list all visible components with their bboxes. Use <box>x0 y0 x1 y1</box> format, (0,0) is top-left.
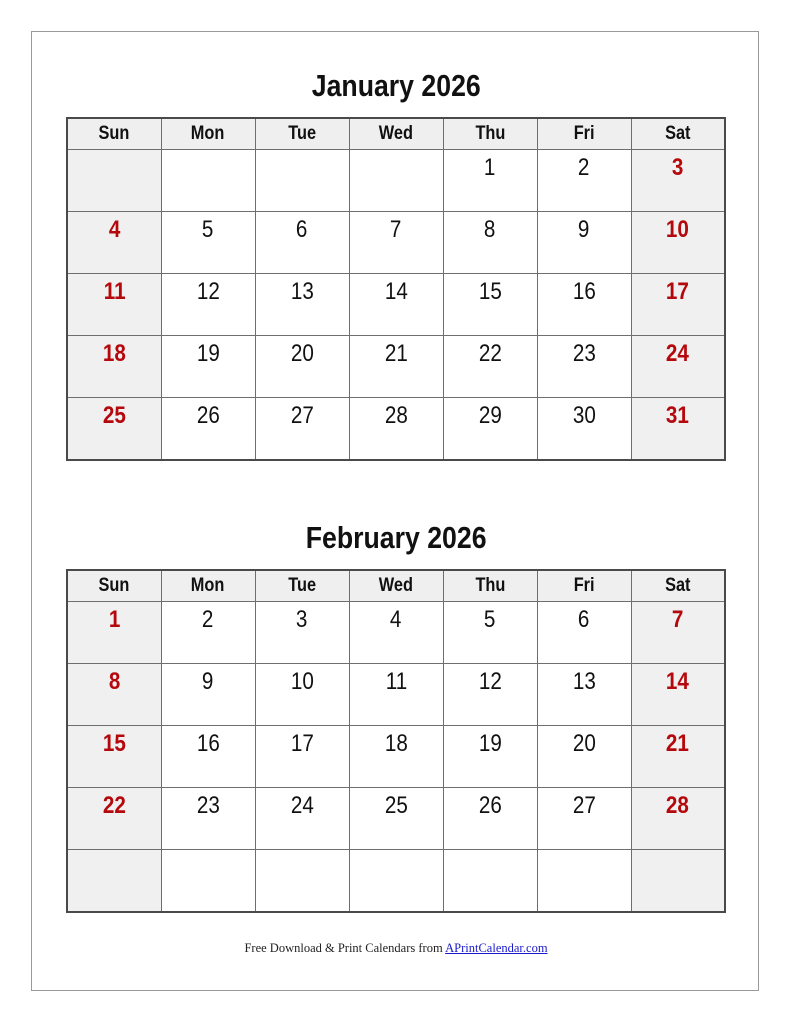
day-number: 12 <box>478 668 502 695</box>
day-number: 6 <box>296 216 308 243</box>
day-number: 12 <box>196 278 220 305</box>
day-number: 25 <box>384 792 408 819</box>
day-number: 22 <box>478 340 502 367</box>
empty-day-cell <box>255 150 349 212</box>
day-cell <box>537 274 631 336</box>
day-cell <box>255 664 349 726</box>
footer-link[interactable]: APrintCalendar.com <box>445 941 548 955</box>
footer-credit <box>66 941 726 956</box>
day-cell <box>631 336 725 398</box>
day-cell <box>349 726 443 788</box>
day-number: 30 <box>572 402 596 429</box>
footer-text: Free Download & Print Calendars from <box>244 941 446 955</box>
day-cell <box>349 664 443 726</box>
day-cell <box>631 150 725 212</box>
day-number: 8 <box>484 216 496 243</box>
day-number: 18 <box>102 340 126 367</box>
day-cell <box>67 788 161 850</box>
day-cell <box>67 602 161 664</box>
day-number: 16 <box>572 278 596 305</box>
day-number: 20 <box>290 340 314 367</box>
day-cell <box>349 212 443 274</box>
day-number: 29 <box>478 402 502 429</box>
header-sat: Sat <box>631 570 725 602</box>
calendar-january <box>66 117 726 461</box>
day-cell <box>443 664 537 726</box>
day-number: 24 <box>290 792 314 819</box>
header-sat: Sat <box>631 118 725 150</box>
month-title-text: February 2026 <box>305 520 487 555</box>
empty-day-cell <box>67 850 161 913</box>
day-cell <box>631 788 725 850</box>
empty-day-cell <box>631 850 725 913</box>
day-cell <box>631 274 725 336</box>
day-cell <box>161 664 255 726</box>
empty-day-cell <box>255 850 349 913</box>
day-cell <box>631 726 725 788</box>
day-cell <box>255 336 349 398</box>
day-cell <box>255 398 349 461</box>
day-cell <box>161 274 255 336</box>
header-wed: Wed <box>349 118 443 150</box>
day-number: 23 <box>572 340 596 367</box>
day-cell <box>161 726 255 788</box>
day-number: 3 <box>296 606 308 633</box>
day-number: 6 <box>578 606 590 633</box>
calendar-february <box>66 569 726 913</box>
month-title-january <box>66 68 726 104</box>
day-number: 27 <box>290 402 314 429</box>
month-title-text: January 2026 <box>311 68 481 103</box>
day-number: 1 <box>108 606 120 633</box>
header-thu: Thu <box>443 570 537 602</box>
day-number: 21 <box>666 730 690 757</box>
day-number: 10 <box>290 668 314 695</box>
day-number: 22 <box>102 792 126 819</box>
day-cell <box>255 212 349 274</box>
day-cell <box>67 398 161 461</box>
day-cell <box>67 336 161 398</box>
day-cell <box>631 212 725 274</box>
month-title-february <box>66 520 726 556</box>
day-number: 24 <box>666 340 690 367</box>
day-cell <box>537 212 631 274</box>
day-number: 11 <box>385 668 407 695</box>
day-cell <box>443 150 537 212</box>
day-cell <box>537 664 631 726</box>
day-cell <box>443 274 537 336</box>
day-number: 10 <box>666 216 690 243</box>
day-cell <box>67 274 161 336</box>
day-number: 16 <box>196 730 220 757</box>
empty-day-cell <box>161 150 255 212</box>
day-number: 13 <box>290 278 314 305</box>
week-row <box>67 150 725 212</box>
day-cell <box>349 788 443 850</box>
day-number: 3 <box>671 154 684 181</box>
day-number: 7 <box>671 606 684 633</box>
day-cell <box>443 788 537 850</box>
day-number: 17 <box>666 278 690 305</box>
day-cell <box>443 602 537 664</box>
day-number: 26 <box>196 402 220 429</box>
day-number: 17 <box>290 730 314 757</box>
day-number: 13 <box>572 668 596 695</box>
day-cell <box>255 726 349 788</box>
day-number: 4 <box>108 216 120 243</box>
day-cell <box>443 212 537 274</box>
day-cell <box>255 274 349 336</box>
day-number: 7 <box>390 216 402 243</box>
day-number: 11 <box>103 278 126 305</box>
day-cell <box>537 788 631 850</box>
day-cell <box>67 726 161 788</box>
day-cell <box>161 212 255 274</box>
day-number: 14 <box>384 278 408 305</box>
day-cell <box>67 212 161 274</box>
day-cell <box>255 788 349 850</box>
day-cell <box>631 602 725 664</box>
day-number: 9 <box>578 216 590 243</box>
day-number: 8 <box>108 668 120 695</box>
week-row <box>67 664 725 726</box>
header-sun: Sun <box>67 570 161 602</box>
day-cell <box>161 398 255 461</box>
day-cell <box>537 398 631 461</box>
day-number: 1 <box>484 154 496 181</box>
week-row <box>67 336 725 398</box>
day-cell <box>537 150 631 212</box>
header-tue: Tue <box>255 570 349 602</box>
weekday-header-row <box>67 570 725 602</box>
day-number: 14 <box>666 668 690 695</box>
day-number: 31 <box>666 402 690 429</box>
day-number: 19 <box>196 340 220 367</box>
day-number: 20 <box>572 730 596 757</box>
empty-day-cell <box>349 850 443 913</box>
day-cell <box>67 664 161 726</box>
day-number: 4 <box>390 606 402 633</box>
day-number: 2 <box>578 154 590 181</box>
day-cell <box>443 336 537 398</box>
header-mon: Mon <box>161 570 255 602</box>
day-number: 21 <box>384 340 408 367</box>
day-cell <box>537 602 631 664</box>
empty-day-cell <box>443 850 537 913</box>
day-cell <box>537 726 631 788</box>
day-cell <box>443 726 537 788</box>
day-cell <box>537 336 631 398</box>
day-number: 26 <box>478 792 502 819</box>
day-number: 19 <box>478 730 502 757</box>
week-row <box>67 274 725 336</box>
header-fri: Fri <box>537 570 631 602</box>
day-number: 18 <box>384 730 408 757</box>
day-cell <box>161 336 255 398</box>
day-number: 23 <box>196 792 220 819</box>
day-number: 28 <box>384 402 408 429</box>
header-mon: Mon <box>161 118 255 150</box>
day-number: 15 <box>102 730 126 757</box>
day-number: 5 <box>484 606 496 633</box>
day-cell <box>631 398 725 461</box>
day-number: 25 <box>102 402 126 429</box>
day-number: 5 <box>202 216 214 243</box>
day-cell <box>161 788 255 850</box>
header-tue: Tue <box>255 118 349 150</box>
day-number: 2 <box>202 606 214 633</box>
week-row <box>67 398 725 461</box>
empty-day-cell <box>349 150 443 212</box>
week-row <box>67 726 725 788</box>
week-row <box>67 212 725 274</box>
day-cell <box>349 274 443 336</box>
header-wed: Wed <box>349 570 443 602</box>
day-number: 15 <box>478 278 502 305</box>
day-number: 28 <box>666 792 690 819</box>
day-number: 27 <box>572 792 596 819</box>
week-row <box>67 602 725 664</box>
header-fri: Fri <box>537 118 631 150</box>
jan-weeks <box>67 150 725 461</box>
week-row <box>67 788 725 850</box>
empty-day-cell <box>537 850 631 913</box>
day-cell <box>349 398 443 461</box>
empty-day-cell <box>67 150 161 212</box>
day-cell <box>255 602 349 664</box>
weekday-header-row <box>67 118 725 150</box>
empty-day-cell <box>161 850 255 913</box>
day-cell <box>161 602 255 664</box>
week-row <box>67 850 725 913</box>
day-cell <box>631 664 725 726</box>
header-sun: Sun <box>67 118 161 150</box>
day-number: 9 <box>202 668 214 695</box>
day-cell <box>349 602 443 664</box>
day-cell <box>349 336 443 398</box>
header-thu: Thu <box>443 118 537 150</box>
day-cell <box>443 398 537 461</box>
feb-weeks <box>67 602 725 913</box>
